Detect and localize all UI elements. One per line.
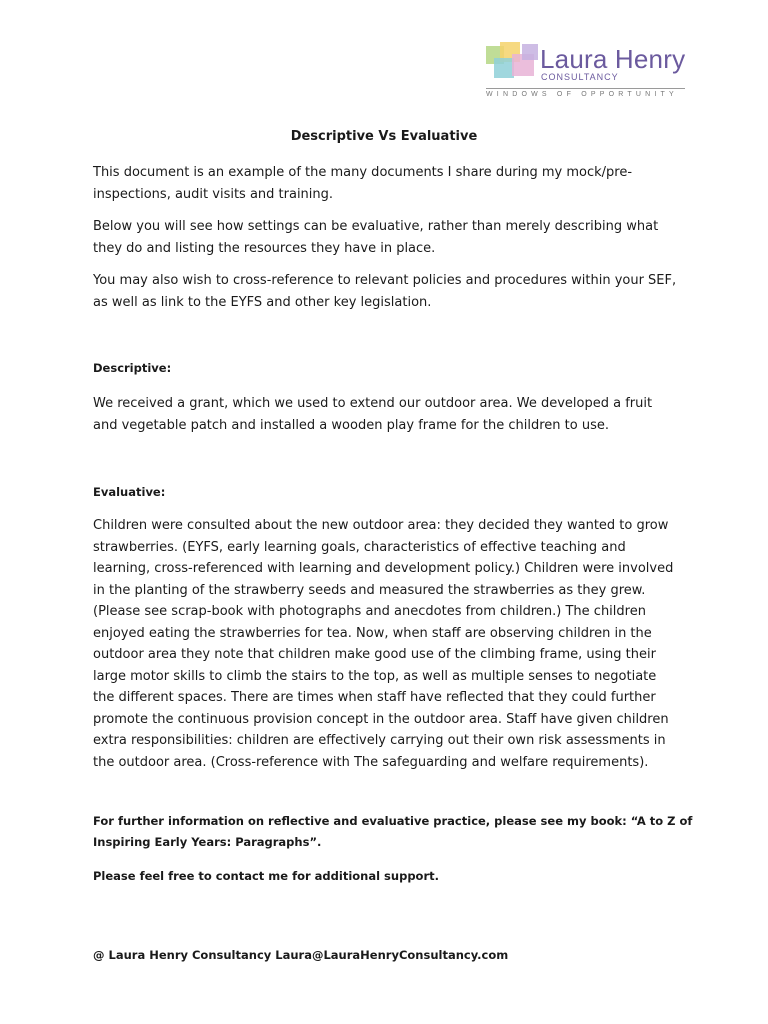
evaluative-paragraph: Children were consulted about the new outdoor area: they decided they wanted to grow strawberries. (EYFS, early learning goals, characteristics of effective teaching and learning, cross-referenced with learning and development policy.) Children were involved in the planting of the strawberry seeds and measured the strawberries as they grew. (Please see scrap-book with photographs and anecdotes from children.) The children enjoyed eating the strawberries for tea. Now, when staff are observing children in the outdoor area they note that children make good use of the climbing frame, using their large motor skills to climb the stairs to the top, as well as multiple senses to negotiate the different spaces. There are times when staff have reflected that they could further promote the continuous provision concept in the outdoor area. Staff have given children extra responsibilities: children are effectively carrying out their own risk assessments in the outdoor area. (Cross-reference with The safeguarding and welfare requirements). [93,518,674,770]
further-info-paragraph: For further information on reflective and evaluative practice, please see my book: “A to Z of Inspiring Early Years: Paragraphs”. [93,814,693,849]
logo-square-lilac [522,44,538,60]
intro-paragraph-1: This document is an example of the many documents I share during my mock/pre-inspections, audit visits and training. [93,165,633,202]
logo-tagline: WINDOWS OF OPPORTUNITY [486,91,678,98]
footer-contact: @ Laura Henry Consultancy Laura@LauraHenryConsultancy.com [93,948,509,962]
intro-paragraph-3: You may also wish to cross-reference to relevant policies and procedures within your SEF, as well as link to the EYFS and other key legislation. [93,273,677,310]
contact-paragraph: Please feel free to contact me for additional support. [93,869,439,883]
evaluative-heading: Evaluative: [93,485,166,499]
company-logo [486,42,686,102]
logo-divider [486,88,685,89]
intro-paragraph-2: Below you will see how settings can be evaluative, rather than merely describing what they do and listing the resources they have in place. [93,219,659,256]
descriptive-heading: Descriptive: [93,361,172,375]
logo-name: Laura Henry [540,44,686,74]
logo-subtitle: CONSULTANCY [541,72,619,82]
descriptive-paragraph: We received a grant, which we used to extend our outdoor area. We developed a fruit and vegetable patch and installed a wooden play frame for the children to use. [93,396,653,433]
document-title: Descriptive Vs Evaluative [290,129,478,144]
logo-square-teal [494,58,514,78]
